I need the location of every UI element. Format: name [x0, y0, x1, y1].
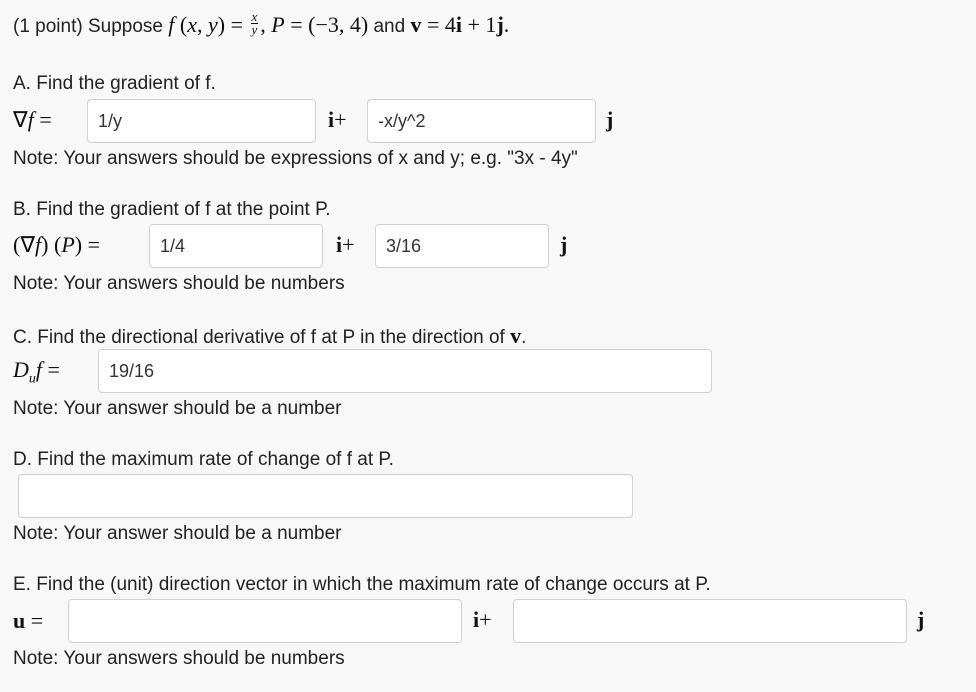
part-c-input[interactable]: 19/16 [98, 349, 712, 393]
j-label: j [560, 232, 568, 257]
part-c-note: Note: Your answer should be a number [13, 398, 342, 419]
gradient-at-p-label: (∇f) (P) = [13, 232, 101, 257]
i-plus-label: i+ [473, 607, 492, 632]
directional-derivative-label: $D_uf$ = [13, 357, 60, 387]
j-label: j [917, 607, 925, 632]
i-plus-label: i+ [328, 107, 347, 132]
part-e-i-input[interactable] [68, 599, 462, 643]
part-b-i-input[interactable]: 1/4 [149, 224, 323, 268]
part-b-j-input[interactable]: 3/16 [375, 224, 549, 268]
v-symbol: v [510, 323, 522, 348]
part-b-note: Note: Your answers should be numbers [13, 273, 345, 294]
point-label: (1 point) Suppose [13, 16, 163, 37]
function-definition: f (x, y) = $\frac{x}{y}$ , P = (−3, 4) [168, 9, 369, 38]
gradient-label: ∇f = [13, 107, 52, 132]
part-c-prompt: C. Find the directional derivative of f at P in the direction of v. [13, 323, 527, 348]
part-a-prompt: A. Find the gradient of f. [13, 73, 216, 94]
part-e-note: Note: Your answers should be numbers [13, 648, 345, 669]
and-label: and [373, 16, 406, 37]
problem-statement [13, 9, 510, 39]
part-a-note: Note: Your answers should be expressions of x and y; e.g. "3x - 4y" [13, 148, 578, 169]
part-d-prompt: D. Find the maximum rate of change of f at P. [13, 449, 394, 470]
vector-definition: v = 4i + 1j. [410, 12, 510, 37]
unit-vector-label: u = [13, 608, 44, 633]
part-a-j-input[interactable]: -x/y^2 [367, 99, 596, 143]
part-e-j-input[interactable] [513, 599, 907, 643]
i-plus-label: i+ [336, 232, 355, 257]
part-a-i-input[interactable]: 1/y [87, 99, 316, 143]
part-e-prompt: E. Find the (unit) direction vector in which the maximum rate of change occurs at P. [13, 574, 711, 595]
j-label: j [606, 107, 614, 132]
part-c-prompt-text: C. Find the directional derivative of f at P in the direction of [13, 327, 505, 348]
part-b-prompt: B. Find the gradient of f at the point P. [13, 199, 331, 220]
part-d-input[interactable] [18, 474, 633, 518]
part-d-note: Note: Your answer should be a number [13, 523, 342, 544]
